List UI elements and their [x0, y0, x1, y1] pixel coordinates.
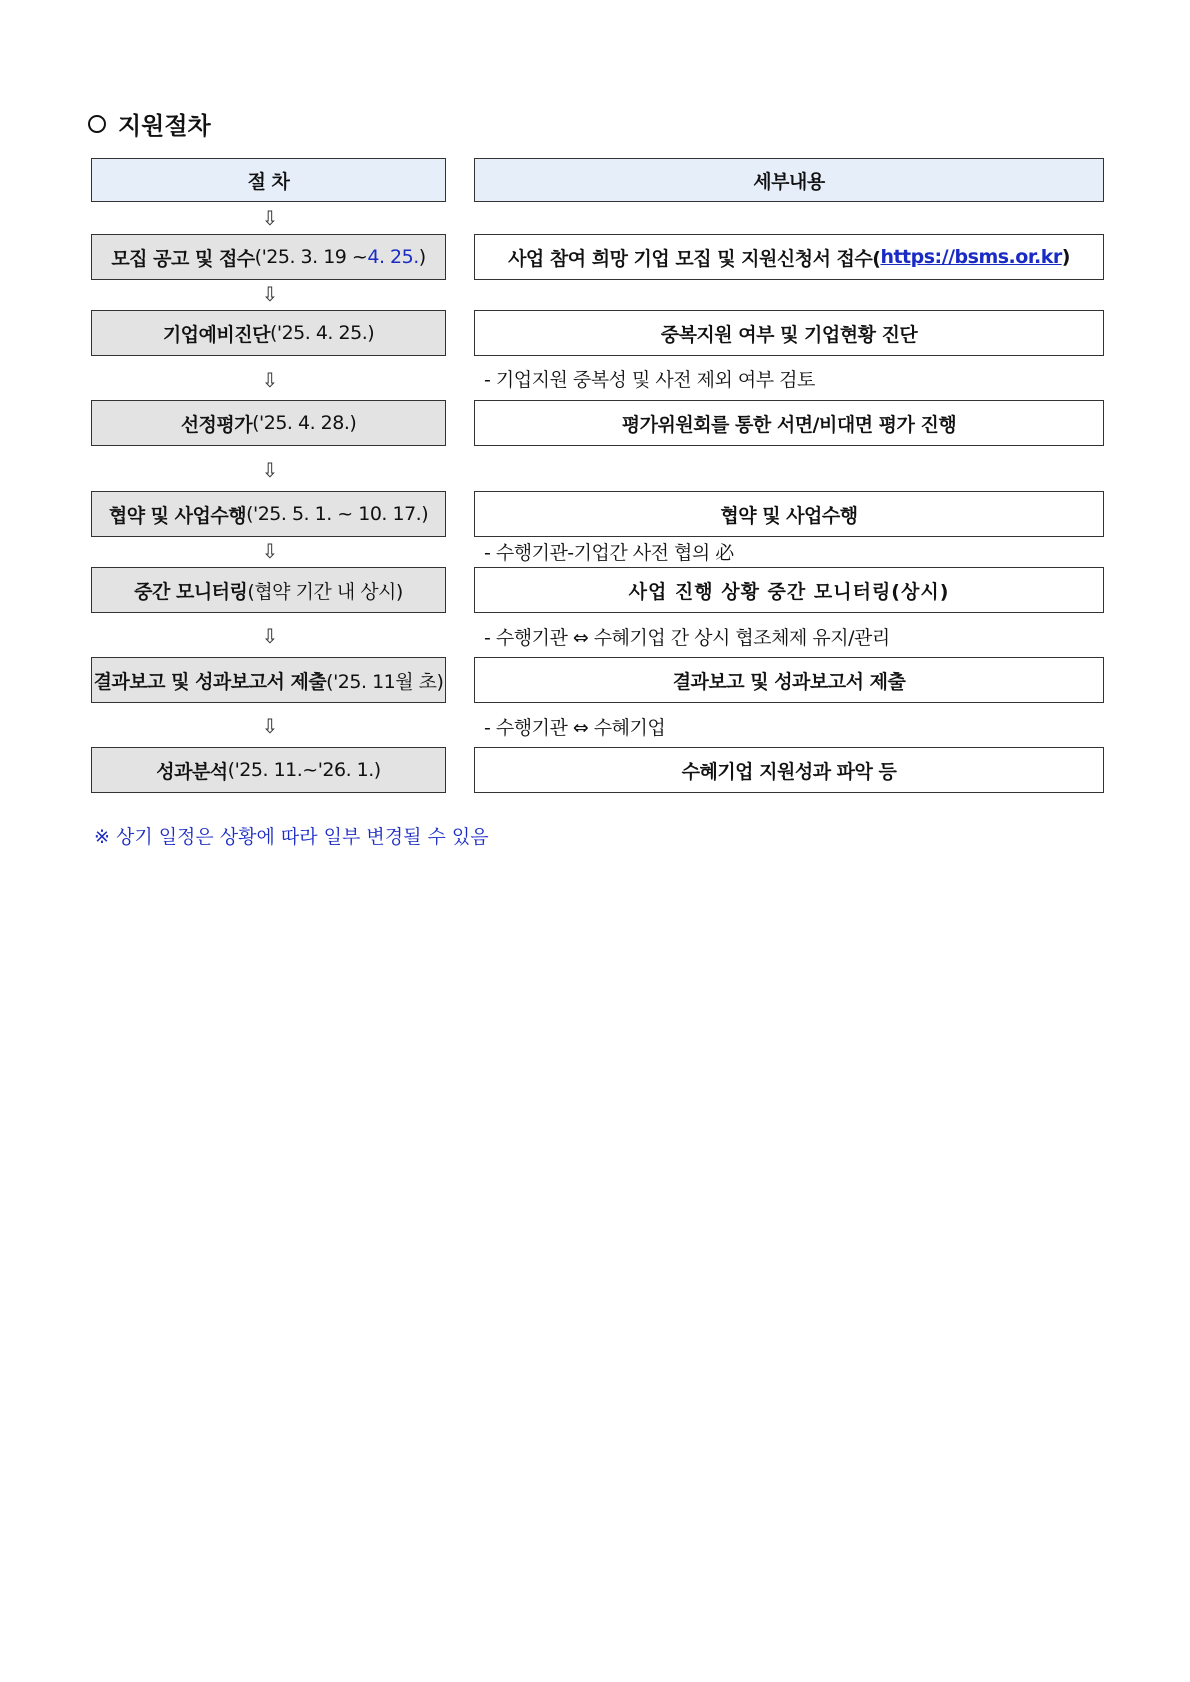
detail-selection-evaluation [474, 400, 1104, 446]
header-details [474, 158, 1104, 202]
step-interim-monitoring [91, 567, 446, 613]
note-final-report: - 수행기관 ⇔ 수혜기업 [484, 717, 666, 739]
detail-agreement [474, 491, 1104, 537]
down-arrow-icon: ⇩ [261, 714, 279, 738]
step-name: 중간 모니터링 [134, 580, 248, 603]
step-recruitment [91, 234, 446, 280]
note-interim-monitoring: - 수행기관 ⇔ 수혜기업 간 상시 협조체제 유지/관리 [484, 627, 890, 649]
section-title: 지원절차 [118, 112, 211, 140]
step-name: 성과분석 [156, 760, 228, 783]
detail-text: 수혜기업 지원성과 파악 등 [681, 760, 897, 783]
down-arrow-icon: ⇩ [261, 282, 279, 306]
step-name: 모집 공고 및 접수 [111, 247, 255, 270]
down-arrow-icon: ⇩ [261, 368, 279, 392]
step-performance-analysis [91, 747, 446, 793]
step-agreement [91, 491, 446, 537]
header-details-label: 세부내용 [753, 170, 825, 193]
detail-text: 사업 진행 상황 중간 모니터링(상시) [628, 580, 950, 603]
step-name: 협약 및 사업수행 [108, 504, 247, 527]
step-date-end: ) [418, 246, 426, 268]
down-arrow-icon: ⇩ [261, 624, 279, 648]
detail-recruitment [474, 234, 1104, 280]
step-selection-evaluation [91, 400, 446, 446]
step-date: ('25. 3. 19 ~ [254, 246, 368, 268]
note-agreement: - 수행기관-기업간 사전 협의 必 [484, 542, 734, 564]
detail-performance-analysis [474, 747, 1104, 793]
circle-bullet-icon [88, 115, 106, 133]
step-date: ('25. 4. 25.) [269, 322, 375, 344]
detail-text: 결과보고 및 성과보고서 제출 [672, 670, 906, 693]
step-date: ('25. 5. 1. ~ 10. 17.) [246, 503, 429, 525]
step-name: 기업예비진단 [162, 323, 270, 346]
step-date: ('25. 11.~'26. 1.) [227, 759, 381, 781]
header-procedure [91, 158, 446, 202]
step-pre-diagnosis [91, 310, 446, 356]
section-heading [88, 106, 211, 141]
schedule-footnote: ※ 상기 일정은 상황에 따라 일부 변경될 수 있음 [94, 826, 489, 848]
detail-text: 중복지원 여부 및 기업현황 진단 [660, 323, 918, 346]
detail-final-report [474, 657, 1104, 703]
header-procedure-label: 절 차 [247, 170, 290, 193]
note-pre-diagnosis: - 기업지원 중복성 및 사전 제외 여부 검토 [484, 369, 815, 391]
detail-pre-diagnosis [474, 310, 1104, 356]
step-name: 결과보고 및 성과보고서 제출 [93, 670, 327, 693]
detail-text: 평가위원회를 통한 서면/비대면 평가 진행 [621, 413, 957, 436]
step-name: 선정평가 [180, 413, 253, 436]
step-date: ('25. 4. 28.) [252, 412, 357, 434]
step-date: (협약 기간 내 상시) [247, 580, 403, 603]
step-date: ('25. 11월 초) [326, 670, 444, 693]
detail-text: 협약 및 사업수행 [720, 504, 858, 527]
down-arrow-icon: ⇩ [261, 206, 279, 230]
step-final-report [91, 657, 446, 703]
detail-text: 사업 참여 희망 기업 모집 및 지원신청서 접수( [508, 247, 881, 270]
down-arrow-icon: ⇩ [261, 539, 279, 563]
step-date-highlight: 4. 25. [367, 246, 419, 268]
down-arrow-icon: ⇩ [261, 458, 279, 482]
application-link[interactable]: https://bsms.or.kr [880, 246, 1062, 268]
detail-text-end: ) [1061, 246, 1070, 268]
detail-interim-monitoring [474, 567, 1104, 613]
